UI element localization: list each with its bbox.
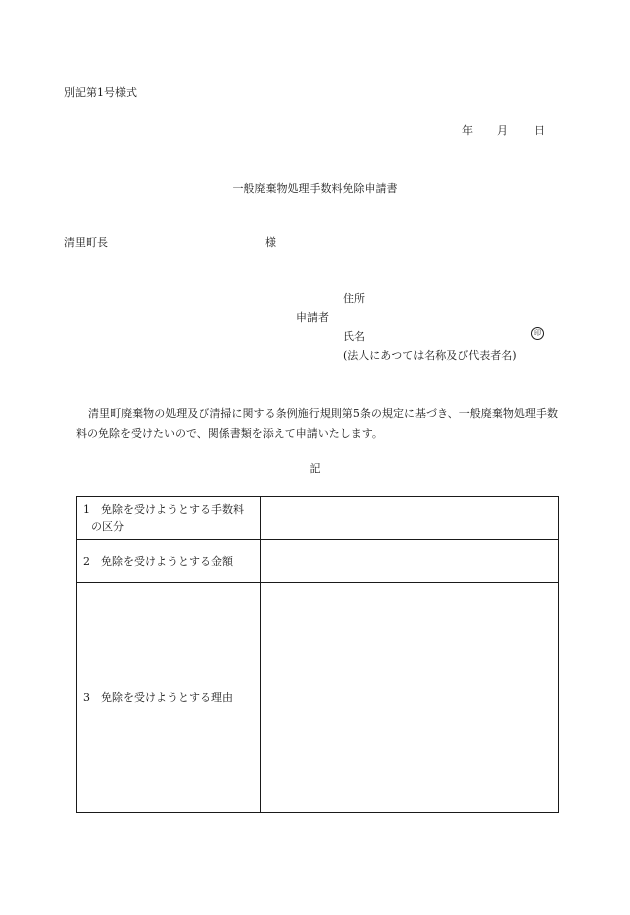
table-row — [77, 497, 559, 540]
body-paragraph: 清里町廃棄物の処理及び清掃に関する条例施行規則第5条の規定に基づき、一般廃棄物処理手数料の免除を受けたいので、関係書類を添えて申請いたします。 — [76, 407, 558, 440]
reason-field[interactable] — [261, 583, 559, 813]
item-number: 3 — [83, 691, 90, 704]
item-label: 免除を受けようとする金額 — [101, 554, 233, 568]
amount-field[interactable] — [261, 540, 559, 583]
item-label: 免除を受けようとする理由 — [101, 691, 233, 704]
address-label: 住所 — [343, 292, 365, 305]
date-year-label: 年 — [462, 124, 473, 137]
form-number: 別記第1号様式 — [64, 86, 137, 99]
date-month-label: 月 — [497, 124, 508, 137]
item-number: 2 — [83, 554, 90, 568]
addressee-name: 清里町長 — [64, 236, 108, 249]
table-row — [77, 540, 559, 583]
table-row — [77, 583, 559, 813]
addressee-honorific: 様 — [265, 236, 276, 249]
document-title: 一般廃棄物処理手数料免除申請書 — [232, 182, 398, 195]
item-number: 1 — [83, 503, 90, 516]
name-label: 氏名 — [343, 330, 365, 343]
item-label-continued: の区分 — [91, 520, 124, 533]
detail-table — [76, 496, 559, 813]
applicant-label: 申請者 — [296, 311, 329, 324]
fee-category-field[interactable] — [261, 497, 559, 540]
row-label-cell — [77, 540, 261, 583]
date-day-label: 日 — [534, 124, 545, 137]
corporation-note: (法人にあつては名称及び代表者名) — [343, 349, 517, 362]
seal-mark-icon: 印 — [531, 327, 544, 340]
row-label-cell — [77, 583, 261, 813]
item-label: 免除を受けようとする手数料 — [101, 503, 244, 516]
ki-heading: 記 — [309, 462, 321, 475]
row-label-cell — [77, 497, 261, 540]
